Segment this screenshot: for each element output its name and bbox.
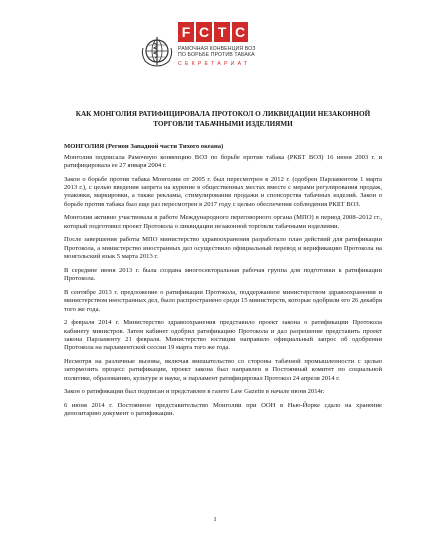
secretariat-label: СЕКРЕТАРИАТ	[178, 61, 251, 67]
paragraph: 2 февраля 2014 г. Министерство здравоохранения представило проект закона о ратификации Протокола кабинету министров. Затем кабинет одобрил ратификацию Протокола и дал разрешение представить проект закона Парламенту 21 февраля. Министерство юстиции направило официальный запрос об одобрении Протокола на парламентской сессии 19 марта того же года.	[64, 319, 382, 352]
fctc-logo	[178, 22, 248, 44]
fctc-letter: C	[232, 22, 248, 42]
paragraph: Закон о борьбе против табака Монголии от 2005 г. был пересмотрен в 2012 г. (одобрен Парламентом 1 марта 2013 г.), с целью введения запрета на курение в общественных местах вместе с мерами регулирования продаж, упаковки, маркировки, а также рекламы, стимулирования продажи и спонсорства табачных изделий. Закон о борьбе против табака был еще раз пересмотрен в 2017 году с целью обеспечения соблюдения РКБТ ВОЗ.	[64, 175, 382, 208]
fctc-letter: C	[196, 22, 212, 42]
paragraph: Несмотря на различные вызовы, включая вмешательство со стороны табачной промышленности с целью затормозить процесс ратификации, проект закона был направлен в Постоянный комитет по социальной политике, образованию, культуре и науке, и парламент ратифицировал Протокол 24 апреля 2014 г.	[64, 358, 382, 382]
document-body	[64, 110, 382, 424]
paragraph: 6 июня 2014 г. Постоянное представительство Монголии при ООН в Нью-Йорке сдало на хранение депозитарию документ о ратификации.	[64, 402, 382, 418]
region-heading: МОНГОЛИЯ (Регион Западной части Тихого океана)	[64, 143, 224, 151]
paragraph: В середине июня 2013 г. была создана многосекторальная рабочая группа для подготовки к ратификации Протокола.	[64, 266, 382, 283]
title-line: КАК МОНГОЛИЯ РАТИФИЦИРОВАЛА ПРОТОКОЛ О ЛИКВИДАЦИИ НЕЗАКОННОЙ	[75, 110, 371, 118]
paragraph: Закон о ратификации был подписан и представлен в газете Law Gazette в начале июня 2014г.	[64, 388, 325, 396]
document-title	[64, 110, 382, 129]
paragraph: В сентябре 2013 г. предложение о ратификации Протокола, поддержанное министерством здравоохранения и министерством иностранных дел, было распространено среди 15 министерств, которые одобрили его 26 декабря того же года.	[64, 288, 382, 313]
title-line: ТОРГОВЛИ ТАБАЧНЫМИ ИЗДЕЛИЯМИ	[153, 119, 293, 128]
document-header	[140, 16, 300, 80]
paragraph: Монголия подписала Рамочную конвенцию ВОЗ по борьбе против табака (РКБТ ВОЗ) 16 июня 2003 г. и ратифицировала ее 27 января 2004 г.	[64, 153, 382, 169]
fctc-letter: T	[214, 22, 230, 42]
who-emblem-icon	[140, 34, 174, 68]
page-number: 1	[213, 516, 217, 523]
fctc-letter: F	[178, 22, 194, 42]
fctc-subtitle-line: РАМОЧНАЯ КОНВЕНЦИЯ ВОЗ	[178, 46, 256, 52]
paragraph: После завершения работы МПО министерство здравоохранения разработало план действий для ратификации Протокола, а министерство иностранных дел осуществило официальный перевод и верификацию Протокола на монгольский язык 5 марта 2013 г.	[64, 236, 382, 261]
paragraph: Монголия активно участвовала в работе Международного переговорного органа (МПО) в период 2008–2012 гг., который подготовил проект Протокола о ликвидации незаконной торговли табачными изделиями.	[64, 214, 382, 230]
fctc-subtitle-line: ПО БОРЬБЕ ПРОТИВ ТАБАКА	[178, 52, 255, 59]
fctc-subtitle	[178, 46, 298, 58]
